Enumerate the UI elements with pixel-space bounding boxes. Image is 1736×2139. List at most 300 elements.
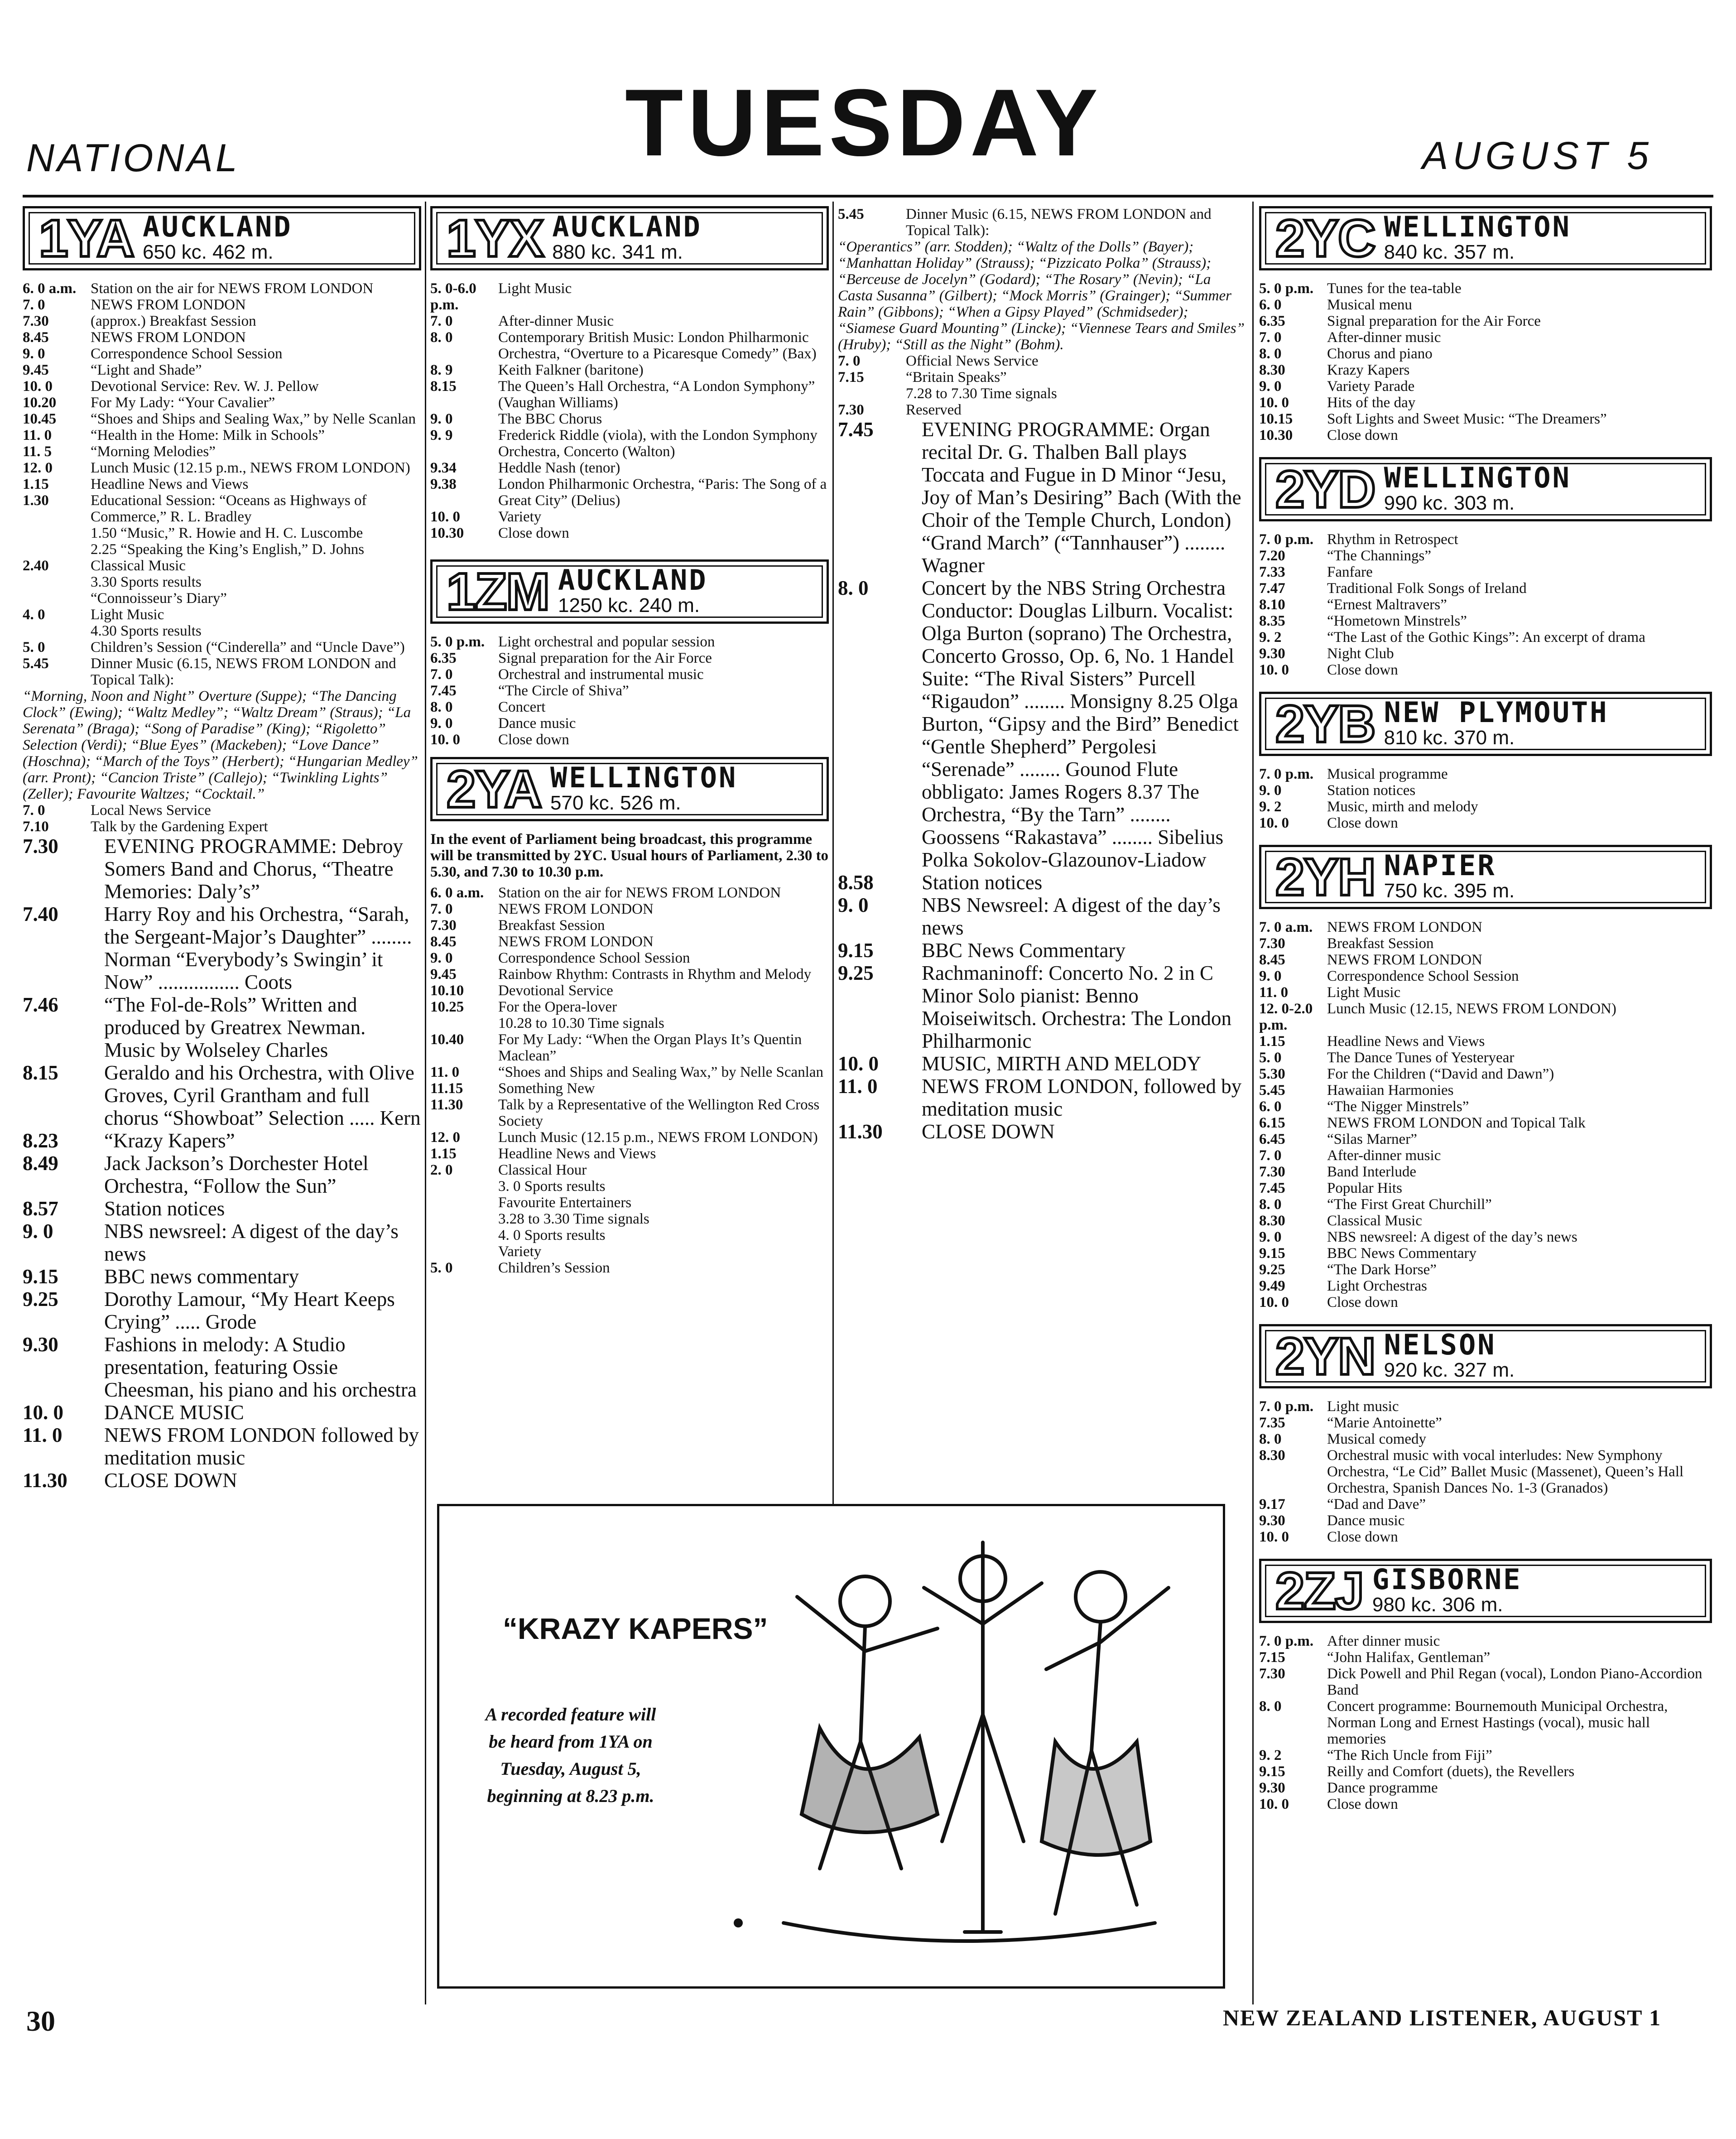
program-title: CLOSE DOWN [104,1469,237,1492]
program-item [1259,1763,1712,1780]
program-title: “Hometown Minstrels” [1327,613,1467,629]
program-item [1259,935,1712,952]
header-rule [23,195,1713,198]
station-header-2ya [430,757,829,821]
program-time: 11. 0 [1259,984,1289,1001]
program-title: “The Dark Horse” [1327,1262,1437,1278]
program-time: 8.30 [1259,1447,1285,1464]
evening-program-list [23,835,421,1492]
program-time: 6.45 [1259,1131,1285,1147]
program-item [23,623,421,639]
program-title: Talk by a Representative of the Wellington Red Cross Society [498,1097,820,1129]
program-item [1259,1131,1712,1147]
station-header-1zm [430,559,829,624]
program-item [430,732,829,748]
program-title: “The Rich Uncle from Fiji” [1327,1747,1492,1763]
program-time [430,1178,498,1195]
program-time: 9.34 [430,460,457,476]
program-title: Dance music [1327,1513,1405,1529]
program-title: “The Circle of Shiva” [498,683,629,699]
program-time [23,525,91,541]
program-item [23,329,421,346]
program-time: 5. 0 p.m. [1259,280,1314,297]
program-time: 9.15 [1259,1245,1285,1262]
program-time: 10. 0 [430,732,460,748]
program-title: For the Opera-lover [498,999,617,1015]
program-item [430,1015,829,1031]
program-title: Heddle Nash (tenor) [498,460,620,476]
column-2 [430,206,829,1276]
program-title: Light Music [1327,984,1401,1001]
program-title: NEWS FROM LONDON [498,901,654,917]
program-item [1259,1698,1712,1747]
program-item [23,1152,421,1197]
program-time: 7. 0 a.m. [1259,919,1313,935]
program-title: Dinner Music (6.15, NEWS FROM LONDON and Topical Talk): [906,206,1212,239]
program-item [838,1052,1245,1075]
program-title: “Morning Melodies” [91,443,216,460]
station-freq: 650 kc. 462 m. [143,241,274,263]
station-call: 2YB [1275,694,1375,753]
program-title: Light Orchestras [1327,1278,1427,1294]
program-list [1259,919,1712,1310]
program-title: Correspondence School Session [91,346,283,362]
program-title: After dinner music [1327,1633,1440,1649]
program-item [430,934,829,950]
program-time: 10.30 [430,525,464,541]
program-time: 10.25 [430,999,464,1015]
program-item [23,802,421,819]
program-time: 11. 0 [23,1424,63,1446]
program-item [1259,1147,1712,1164]
station-call: 2YN [1275,1327,1375,1386]
program-time: 5. 0 p.m. [430,634,485,650]
program-item [838,577,1245,871]
program-item [1259,1115,1712,1131]
program-time: 5. 0 [1259,1050,1282,1066]
program-title: Favourite Entertainers [498,1195,632,1211]
program-item [1259,597,1712,613]
program-title: NEWS FROM LONDON followed by meditation music [104,1424,419,1469]
program-time: 7.45 [1259,1180,1285,1196]
program-item [430,460,829,476]
program-time: 7. 0 [23,802,45,819]
program-title: Geraldo and his Orchestra, with Olive Groves, Cyril Grantham and full chorus “Showboat” Selection ..... Kern [104,1061,421,1129]
program-item [1259,1098,1712,1115]
program-title: “The Fol-de-Rols” Written and produced by Greatrex Newman. Music by Wolseley Charles [104,993,366,1061]
program-time: 9.45 [23,362,49,378]
program-title: Harry Roy and his Orchestra, “Sarah, the Sergeant-Major’s Daughter” ........ Norman “Everybody’s Swingin’ it Now” ................ Coots [104,903,412,993]
station-city: AUCKLAND [143,210,293,243]
program-time: 7. 0 p.m. [1259,766,1314,782]
program-title: “Ernest Maltravers” [1327,597,1447,613]
program-time: 10. 0 [23,378,53,395]
program-time [430,1227,498,1243]
program-title: Light Music [498,280,572,297]
program-title: NBS Newsreel: A digest of the day’s news [922,894,1221,939]
program-item [1259,782,1712,799]
station-freq: 980 kc. 306 m. [1372,1594,1503,1616]
program-title: “Silas Marner” [1327,1131,1417,1147]
program-title: Reilly and Comfort (duets), the Revellers [1327,1763,1575,1780]
program-title: Close down [1327,1294,1398,1310]
program-title: Station on the air for NEWS FROM LONDON [91,280,374,297]
program-title: Dinner Music (6.15, NEWS FROM LONDON and Topical Talk): [91,655,396,688]
station-freq: 880 kc. 341 m. [552,241,683,263]
program-title: Lunch Music (12.15 p.m., NEWS FROM LONDON) [91,460,410,476]
program-time: 10. 0 [430,509,460,525]
program-title: Children’s Session [498,1260,610,1276]
program-item [1259,1747,1712,1763]
program-title: After-dinner music [1327,329,1441,346]
program-item [1259,1529,1712,1545]
program-title: The Queen’s Hall Orchestra, “A London Symphony” (Vaughan Williams) [498,378,815,411]
program-time: 9. 0 [23,1220,53,1243]
program-item [1259,1050,1712,1066]
program-title: Correspondence School Session [498,950,690,966]
program-item [23,395,421,411]
program-item [1259,1229,1712,1245]
program-time: 10.40 [430,1031,464,1048]
program-item [23,1265,421,1288]
program-title: Concert by the NBS String Orchestra Conductor: Douglas Lilburn. Vocalist: Olga Burton (soprano) The Orchestra, Concerto Grosso, Op. 6, No. 1 Handel Suite: “The Rival Sisters” Purcell “Rigaudon” ........ Monsigny 8.25 Olga Burton, “Gipsy and the Bird” Benedict “Gentle Shepherd” Pergolesi “Serenade” ........ Gounod Flute obbligato: James Rogers 8.37 The Orchestra, “By the Tarn” ........ Goossens “Rakastava” ........ Sibelius Polka Sokolov-Glazounov-Liadow [922,577,1239,871]
program-time: 9. 0 [430,715,453,732]
station-freq: 1250 kc. 240 m. [558,594,700,617]
program-item [23,1129,421,1152]
program-title: After-dinner music [1327,1147,1441,1164]
program-item [1259,1398,1712,1415]
program-title: Fashions in melody: A Studio presentation, featuring Ossie Cheesman, his piano and his orchestra [104,1333,417,1401]
program-title: Variety Parade [1327,378,1415,395]
program-item [23,639,421,655]
program-title: Close down [1327,815,1398,831]
program-title: “Health in the Home: Milk in Schools” [91,427,325,443]
program-title: “Connoisseur’s Diary” [91,590,227,607]
program-item [430,885,829,901]
program-time: 8. 0 [430,329,453,346]
program-time: 2.40 [23,558,49,574]
program-title: “Light and Shade” [91,362,202,378]
program-item [23,525,421,541]
program-item [838,353,1245,369]
program-title: London Philharmonic Orchestra, “Paris: The Song of a Great City” (Delius) [498,476,827,509]
program-time: 8. 0 [430,699,453,715]
program-title: “The Channings” [1327,548,1432,564]
program-time: 9. 0 [1259,968,1282,984]
program-item [23,1333,421,1401]
column-divider [832,202,834,1506]
program-title: Local News Service [91,802,211,819]
program-title: Variety [498,509,542,525]
program-time [23,623,91,639]
program-title: “Dad and Dave” [1327,1496,1426,1513]
program-item [430,411,829,427]
program-item [23,590,421,607]
program-time: 8.15 [430,378,457,395]
program-item [430,1211,829,1227]
station-call: 2YD [1275,460,1375,519]
page-number: 30 [26,2005,55,2037]
program-title: Tunes for the tea-table [1327,280,1462,297]
program-time: 8.35 [1259,613,1285,629]
program-list [430,634,829,748]
program-time: 8.30 [1259,1213,1285,1229]
program-title: The Dance Tunes of Yesteryear [1327,1050,1515,1066]
column-divider [425,202,426,2004]
program-time: 5.45 [23,655,49,672]
feature-text: A recorded feature will be heard from 1YA on Tuesday, August 5, beginning at 8.23 p.m. [485,1704,656,1806]
program-list [430,885,829,1276]
program-title: Chorus and piano [1327,346,1433,362]
program-time: 8.23 [23,1129,58,1152]
program-item [23,1424,421,1469]
program-item [1259,362,1712,378]
program-title: Lunch Music (12.15 p.m., NEWS FROM LONDON) [498,1129,818,1146]
program-item [23,1061,421,1129]
program-item [838,385,1245,402]
program-item [1259,1431,1712,1447]
program-item [23,993,421,1061]
program-title: NBS newsreel: A digest of the day’s news [104,1220,399,1265]
program-time [838,385,906,402]
program-list [838,353,1245,418]
program-title: NEWS FROM LONDON [1327,919,1482,935]
program-time: 5.30 [1259,1066,1285,1082]
program-item [430,1080,829,1097]
program-title: Close down [1327,1529,1398,1545]
program-item [23,280,421,297]
program-item [1259,1066,1712,1082]
program-item [23,903,421,993]
program-time: 1.15 [430,1146,457,1162]
program-title: Hawaiian Harmonies [1327,1082,1454,1098]
evening-program-list [838,418,1245,1143]
program-item [1259,378,1712,395]
program-time: 9. 2 [1259,799,1282,815]
program-time: 7. 0 [430,666,453,683]
program-time: 8.45 [1259,952,1285,968]
program-item [23,607,421,623]
program-item [838,962,1245,1052]
program-time: 7. 0 [430,901,453,917]
program-item [1259,952,1712,968]
program-time: 10.20 [23,395,57,411]
station-call: 1ZM [447,562,549,621]
program-item [430,1195,829,1211]
program-item [1259,766,1712,782]
program-time: 7.30 [1259,1666,1285,1682]
program-item [838,402,1245,418]
station-header-2zj [1259,1559,1712,1623]
program-title: 3.30 Sports results [91,574,202,590]
program-time: 9.25 [1259,1262,1285,1278]
program-title: Station notices [104,1197,225,1220]
program-title: Signal preparation for the Air Force [1327,313,1541,329]
program-title: Hits of the day [1327,395,1416,411]
program-item [23,378,421,395]
program-title: Variety [498,1243,542,1260]
program-item [1259,799,1712,815]
station-city: GISBORNE [1372,1563,1522,1596]
program-title: BBC News Commentary [1327,1245,1476,1262]
program-item [23,1288,421,1333]
program-time: 10. 0 [1259,1294,1289,1310]
program-item [430,1146,829,1162]
program-time: 9.25 [838,962,874,984]
program-item [430,901,829,917]
program-item [430,683,829,699]
program-time: 1.30 [23,492,49,509]
program-title: Something New [498,1080,595,1097]
program-title: Keith Falkner (baritone) [498,362,644,378]
program-title: NEWS FROM LONDON [91,329,246,346]
program-title: Concert [498,699,546,715]
program-title: Classical Music [1327,1213,1422,1229]
program-title: Lunch Music (12.15, NEWS FROM LONDON) [1327,1001,1616,1017]
program-item [430,476,829,509]
program-item [1259,1245,1712,1262]
program-time: 7.47 [1259,580,1285,597]
station-header-2yh [1259,845,1712,909]
program-list [1259,1633,1712,1812]
program-time: 10. 0 [1259,1796,1289,1812]
program-title: Close down [1327,662,1398,678]
program-item [23,476,421,492]
program-list [1259,280,1712,443]
program-time [23,590,91,607]
program-item [1259,1513,1712,1529]
program-item [1259,280,1712,297]
program-time: 7.46 [23,993,58,1016]
program-title: Orchestral music with vocal interludes: New Symphony Orchestra, “Le Cid” Ballet Music (Massenet), Queen’s Hall Orchestra, Spanish Dances No. 1-3 (Granados) [1327,1447,1684,1496]
program-item [1259,411,1712,427]
program-time: 10. 0 [1259,395,1289,411]
program-time: 8.30 [1259,362,1285,378]
program-time: 9. 0 [1259,1229,1282,1245]
program-time: 7.35 [1259,1415,1285,1431]
program-item [1259,1633,1712,1649]
program-item [430,999,829,1015]
program-item [1259,968,1712,984]
program-time: 7.10 [23,819,49,835]
program-item [1259,580,1712,597]
program-title: Close down [498,732,569,748]
station-freq: 990 kc. 303 m. [1384,492,1515,514]
program-item [430,699,829,715]
program-title: Traditional Folk Songs of Ireland [1327,580,1527,597]
program-title: Headline News and Views [91,476,249,492]
program-time: 10.45 [23,411,57,427]
program-title: 1.50 “Music,” R. Howie and H. C. Luscombe [91,525,363,541]
publication-credit: NEW ZEALAND LISTENER, AUGUST 1 [1223,2005,1662,2030]
program-item [1259,313,1712,329]
program-item [838,894,1245,939]
program-title: Music, mirth and melody [1327,799,1478,815]
program-title: 4. 0 Sports results [498,1227,606,1243]
program-item [23,558,421,574]
program-time: 12. 0-2.0 p.m. [1259,1001,1313,1033]
program-title: Educational Session: “Oceans as Highways of Commerce,” R. L. Bradley [91,492,367,525]
program-item [23,835,421,903]
program-title: “The Nigger Minstrels” [1327,1098,1469,1115]
program-title: 3. 0 Sports results [498,1178,606,1195]
station-freq: 570 kc. 526 m. [550,792,681,814]
program-item [838,418,1245,577]
program-title: Station notices [1327,782,1416,799]
program-time: 7.30 [1259,1164,1285,1180]
program-item [1259,1649,1712,1666]
program-item [23,313,421,329]
program-title: Rachmaninoff: Concerto No. 2 in C Minor Solo pianist: Benno Moiseiwitsch. Orchestra: The London Philharmonic [922,962,1232,1052]
program-item [1259,1033,1712,1050]
station-header-1yx [430,206,829,270]
program-title: Musical comedy [1327,1431,1427,1447]
program-time [430,1211,498,1227]
program-title: Rainbow Rhythm: Contrasts in Rhythm and Melody [498,966,812,983]
station-city: AUCKLAND [558,564,708,597]
program-title: Light music [1327,1398,1399,1415]
program-time: 7.30 [1259,935,1285,952]
page-date: AUGUST 5 [1422,134,1654,178]
program-time: 8. 0 [838,577,869,599]
program-time: 8.49 [23,1152,58,1175]
program-item [1259,531,1712,548]
program-title: 2.25 “Speaking the King’s English,” D. Johns [91,541,365,558]
section-label: NATIONAL [26,136,240,180]
program-title: 4.30 Sports results [91,623,202,639]
program-title: Band Interlude [1327,1164,1417,1180]
program-title: Signal preparation for the Air Force [498,650,712,666]
program-time: 12. 0 [23,460,53,476]
program-time: 10. 0 [1259,815,1289,831]
program-title: NEWS FROM LONDON [91,297,246,313]
program-item [1259,629,1712,646]
program-title: Devotional Service [498,983,613,999]
program-time: 6.15 [1259,1115,1285,1131]
program-time: 1.15 [23,476,49,492]
program-time: 7. 0 p.m. [1259,531,1314,548]
program-title: NBS newsreel: A digest of the day’s news [1327,1229,1577,1245]
program-item [1259,1780,1712,1796]
station-call: 2ZJ [1275,1561,1363,1620]
station-city: NAPIER [1384,849,1496,882]
program-item [430,509,829,525]
program-title: Dorothy Lamour, “My Heart Keeps Crying” ..... Grode [104,1288,395,1333]
program-time: 5.45 [1259,1082,1285,1098]
program-time: 7.45 [430,683,457,699]
program-time: 6. 0 [1259,1098,1282,1115]
program-time: 5. 0-6.0 p.m. [430,280,476,313]
program-item [430,950,829,966]
program-title: Contemporary British Music: London Philharmonic Orchestra, “Overture to a Picaresque Comedy” (Bax) [498,329,817,362]
column-4 [1259,206,1712,1812]
program-item [430,634,829,650]
program-item [430,313,829,329]
program-list [1259,766,1712,831]
program-time: 11. 0 [23,427,52,443]
program-list [1259,531,1712,678]
program-item [1259,1164,1712,1180]
program-time: 9. 0 [1259,782,1282,799]
program-title: Jack Jackson’s Dorchester Hotel Orchestra, “Follow the Sun” [104,1152,369,1197]
program-item [430,1162,829,1178]
program-time: 9.30 [1259,1513,1285,1529]
program-time: 7. 0 [838,353,861,369]
program-item [1259,1415,1712,1431]
program-title: For My Lady: “When the Organ Plays It’s Quentin Maclean” [498,1031,802,1064]
station-call: 2YA [447,760,542,819]
program-time: 7.15 [1259,1649,1285,1666]
